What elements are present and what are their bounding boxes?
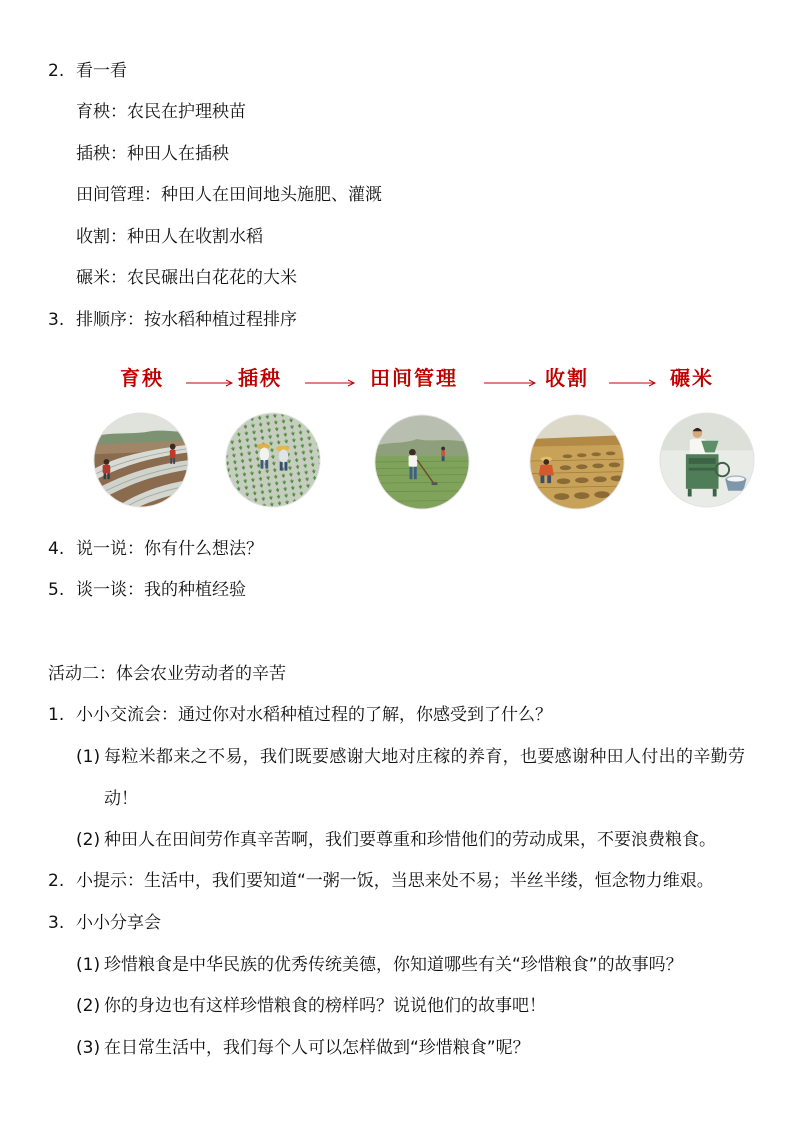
question-2-number: (2): [76, 996, 101, 1016]
step-arrows: [0, 372, 794, 394]
harvest-illustration: [529, 414, 625, 510]
look-item-milling: 碾米：农民碾出白花花的大米: [76, 268, 297, 288]
question-1-text: 珍惜粮食是中华民族的优秀传统美德，你知道哪些有关“珍惜粮食”的故事吗？: [104, 955, 683, 975]
arrow-right-icon: [186, 380, 232, 386]
question-1-number: (1): [76, 955, 101, 975]
step-label-harvest: 收割: [545, 366, 589, 390]
answer-1-line-2: 动！: [104, 789, 138, 809]
exchange-number: 1.: [48, 705, 65, 725]
step-label-seedling: 育秧: [120, 366, 164, 390]
question-3-number: (3): [76, 1038, 101, 1058]
talk-number: 5.: [48, 580, 65, 600]
look-item-harvest: 收割：种田人在收割水稻: [76, 227, 263, 247]
arrow-right-icon: [609, 380, 655, 386]
step-label-field-management: 田间管理: [370, 366, 458, 390]
answer-2-number: (2): [76, 830, 101, 850]
answer-1-number: (1): [76, 747, 101, 767]
field-management-illustration: [374, 414, 470, 510]
tip-number: 2.: [48, 871, 65, 891]
step-label-transplant: 插秧: [238, 366, 282, 390]
answer-1-line-1: 每粒米都来之不易，我们既要感谢大地对庄稼的养育，也要感谢种田人付出的辛勤劳: [104, 747, 745, 767]
answer-2-line-1: 种田人在田间劳作真辛苦啊，我们要尊重和珍惜他们的劳动成果，不要浪费粮食。: [104, 830, 716, 850]
order-number: 3.: [48, 310, 65, 330]
look-title: 看一看: [76, 61, 127, 81]
look-item-transplant: 插秧：种田人在插秧: [76, 144, 229, 164]
rice-milling-illustration: [659, 412, 755, 508]
say-number: 4.: [48, 539, 65, 559]
say-text: 说一说：你有什么想法？: [76, 539, 263, 559]
order-text: 排顺序：按水稻种植过程排序: [76, 310, 297, 330]
talk-text: 谈一谈：我的种植经验: [76, 580, 246, 600]
tip-text: 小提示：生活中，我们要知道“一粥一饭，当思来处不易；半丝半缕，恒念物力维艰。: [76, 871, 714, 891]
exchange-text: 小小交流会：通过你对水稻种植过程的了解，你感受到了什么？: [76, 705, 552, 725]
look-number: 2.: [48, 61, 65, 81]
transplanting-illustration: [225, 412, 321, 508]
farmer-figure: [441, 447, 445, 461]
question-2-text: 你的身边也有这样珍惜粮食的榜样吗？说说他们的故事吧！: [104, 996, 546, 1016]
share-number: 3.: [48, 913, 65, 933]
activity2-title: 活动二：体会农业劳动者的辛苦: [48, 664, 286, 684]
look-item-seedling: 育秧：农民在护理秧苗: [76, 102, 246, 122]
seedling-nursery-illustration: [93, 412, 189, 508]
step-label-milling: 碾米: [670, 366, 714, 390]
arrow-right-icon: [305, 380, 354, 386]
question-3-text: 在日常生活中，我们每个人可以怎样做到“珍惜粮食”呢？: [104, 1038, 530, 1058]
arrow-right-icon: [484, 380, 535, 386]
share-text: 小小分享会: [76, 913, 161, 933]
rice-basket: [725, 475, 746, 490]
look-item-field-management: 田间管理：种田人在田间地头施肥、灌溉: [76, 185, 382, 205]
